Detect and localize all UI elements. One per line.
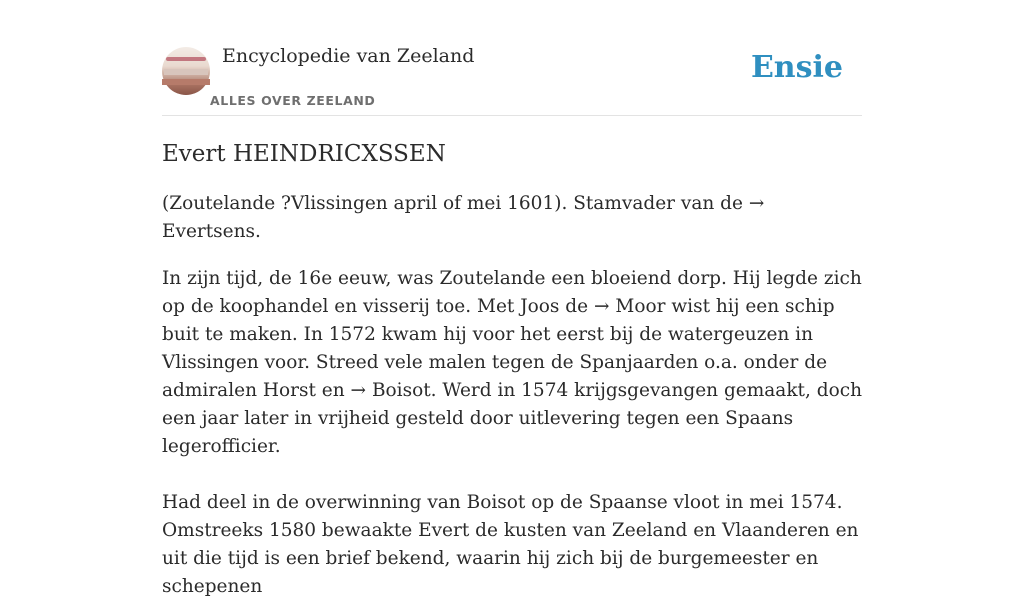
arrow-right-icon: → — [350, 380, 367, 401]
link-evertsens[interactable]: Evertsens — [162, 221, 256, 242]
avatar-decoration — [162, 79, 210, 85]
paragraph-text: wist hij een schip buit te maken. In 1572 kwam hij voor het eerst bij de watergeuzen in Vlissingen voor. Streed vele malen tegen de Spanjaarden o.a. onder de admiralen Horst en — [162, 296, 835, 401]
intro-text: (Zoutelande ?Vlissingen april of mei 1601). Stamvader van de — [162, 193, 749, 214]
article-paragraph-1 — [162, 265, 867, 461]
avatar-decoration — [166, 57, 206, 61]
brand-logo[interactable]: Ensie — [750, 50, 843, 85]
link-moor[interactable]: Moor — [615, 296, 666, 317]
link-boisot[interactable]: Boisot — [371, 380, 431, 401]
arrow-right-icon: → — [748, 193, 765, 214]
paragraph-text: . Werd in 1574 krijgsgevangen gemaakt, doch een jaar later in vrijheid gesteld door uitlevering tegen een Spaans legerofficier. — [162, 380, 862, 457]
article — [162, 138, 867, 601]
paragraph-text: In zijn tijd, de 16e eeuw, was Zoutelande een bloeiend dorp. Hij legde zich op de koophandel en visserij toe. Met Joos de — [162, 268, 862, 317]
article-paragraph-2: Had deel in de overwinning van Boisot op de Spaanse vloot in mei 1574. Omstreeks 1580 bewaakte Evert de kusten van Zeeland en Vlaanderen en uit die tijd is een brief bekend, waarin hij zich bij de burgemeester en schepenen — [162, 492, 859, 597]
article-intro — [162, 190, 867, 246]
avatar-decoration — [164, 69, 208, 75]
article-title: Evert HEINDRICXSSEN — [162, 141, 446, 167]
site-avatar[interactable] — [162, 47, 210, 95]
arrow-right-icon: → — [593, 296, 610, 317]
site-title[interactable]: Encyclopedie van Zeeland — [222, 45, 475, 67]
site-header — [162, 0, 862, 116]
intro-text-end: . — [255, 221, 261, 242]
site-tagline: ALLES OVER ZEELAND — [210, 93, 376, 108]
